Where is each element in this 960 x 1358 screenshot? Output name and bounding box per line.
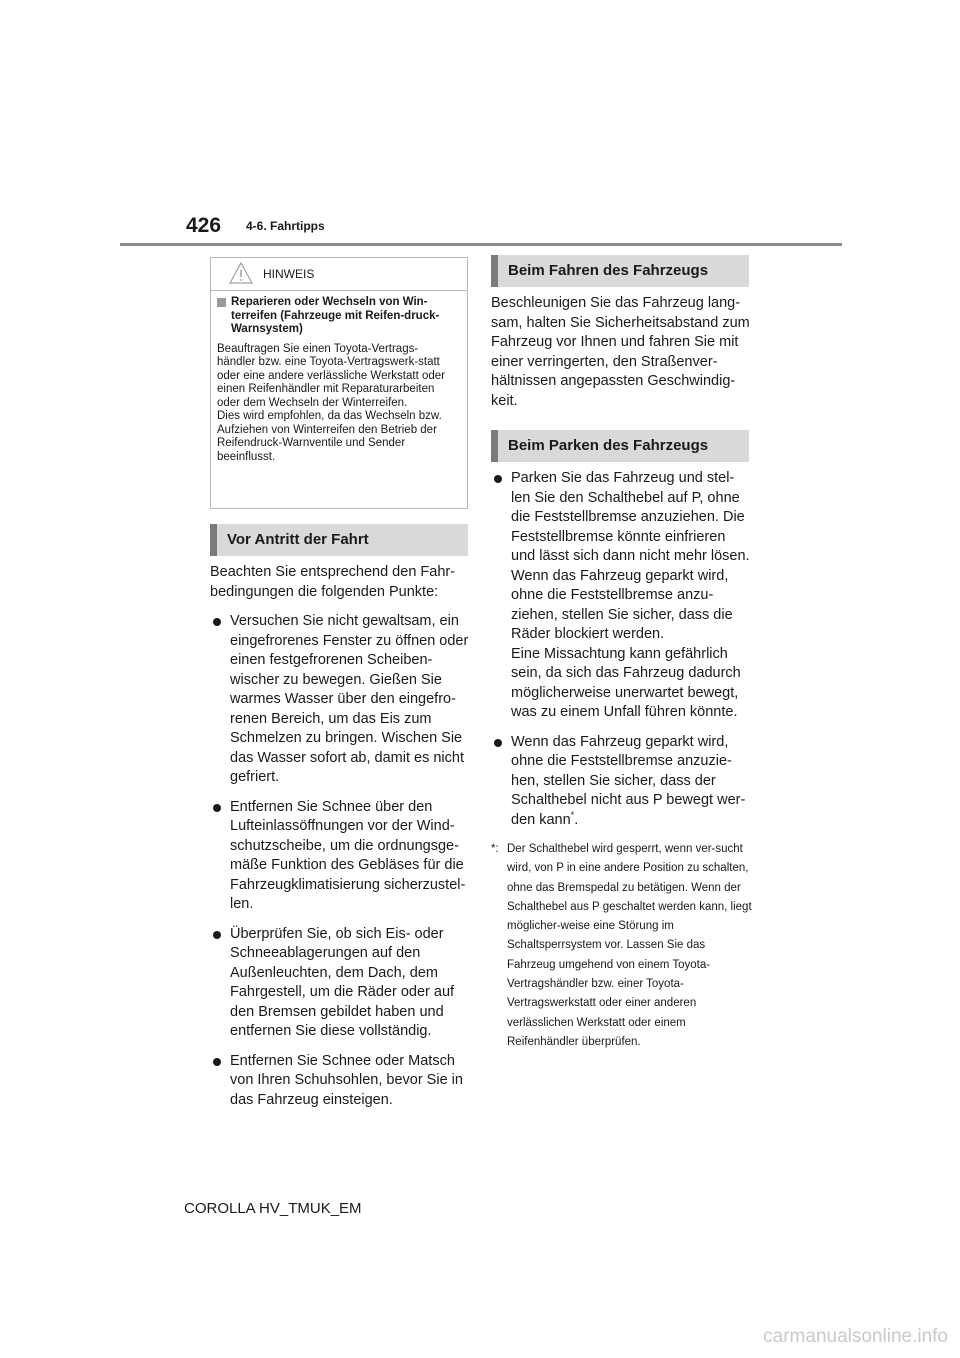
bullet-icon (213, 1058, 221, 1066)
list-item (210, 612, 470, 788)
bullet-icon (213, 931, 221, 939)
vor-antritt-intro: Beachten Sie entsprechend den Fahr-bedingungen die folgenden Punkte: (210, 564, 456, 600)
list-item-end: . (574, 811, 579, 828)
bullet-icon (213, 804, 221, 812)
footnote-reference: * (570, 809, 575, 820)
beim-fahren-content (491, 294, 753, 421)
square-bullet-icon (217, 298, 226, 307)
footnote-mark: *: (491, 843, 499, 855)
heading-beim-fahren: Beim Fahren des Fahrzeugs (491, 255, 749, 287)
beim-fahren-text: Beschleunigen Sie das Fahrzeug lang-sam, halten Sie Sicherheitsabstand zum Fahrzeug vor Ihnen und fahren Sie mit einer verringerten, den Straßenver-hältnissen angepassten Geschwindig-keit. (491, 295, 750, 409)
footer-model: COROLLA HV_TMUK_EM (184, 1200, 362, 1217)
list-item (210, 925, 470, 1042)
list-item-text (511, 733, 753, 831)
page-number: 426 (186, 214, 222, 237)
bullet-icon (494, 475, 502, 483)
list-item (210, 798, 470, 915)
notice-box (210, 257, 468, 509)
list-item-main-text: Wenn das Fahrzeug geparkt wird, ohne die Feststellbremse anzuzie-hen, stellen Sie sicher, dass der Schalthebel nicht aus P bewegt wer-den kann (511, 733, 746, 828)
list-item (210, 1052, 470, 1111)
heading-vor-antritt: Vor Antritt der Fahrt (210, 524, 468, 556)
list-item-text: Entfernen Sie Schnee über den Lufteinlassöffnungen vor der Wind-schutzscheibe, um die ordnungsge-mäße Funktion des Gebläses für die Fahrzeugklimatisierung sicherzustel-len. (230, 798, 466, 912)
notice-body (211, 291, 467, 464)
vor-antritt-content (210, 563, 470, 1120)
watermark: carmanualsonline.info (763, 1326, 948, 1347)
notice-paragraph: Dies wird empfohlen, da das Wechseln bzw. Aufziehen von Winterreifen den Betrieb der Reifendruck-Warnventile und Sender beeinflusst. (217, 410, 442, 463)
notice-header (211, 258, 467, 291)
heading-beim-parken: Beim Parken des Fahrzeugs (491, 430, 749, 462)
beim-parken-content (491, 469, 753, 1052)
list-item-paragraph: Parken Sie das Fahrzeug und stel-len Sie den Schalthebel auf P, ohne die Feststellbremse anzuziehen. Die Feststellbremse könnte einfrieren und lässt sich dann nicht mehr lösen. Wenn das Fahrzeug geparkt wird, ohne die Feststellbremse anzu-ziehen, stellen Sie sicher, dass die Räder blockiert werden. (511, 470, 750, 642)
notice-paragraph: Beauftragen Sie einen Toyota-Vertrags-händler bzw. eine Toyota-Vertragswerk-statt oder eine andere verlässliche Werkstatt oder einen Reifenhändler mit Reparaturarbeiten oder dem Wechseln der Winterreifen. (217, 342, 445, 409)
footnote-text: Der Schalthebel wird gesperrt, wenn ver-sucht wird, von P in eine andere Position zu schalten, ohne das Bremspedal zu betätigen. Wenn der Schalthebel aus P geschaltet werden kann, liegt möglicher-weise eine Störung im Schaltsperrsystem vor. Lassen Sie das Fahrzeug umgehend von einem Toyota-Vertragshändler bzw. einer Toyota-Vertragswerkstatt oder einer anderen verlässlichen Werkstatt oder einem Reifenhändler überprüfen. (507, 843, 752, 1048)
notice-title: HINWEIS (263, 267, 315, 281)
list-item-text: Versuchen Sie nicht gewaltsam, ein eingefrorenes Fenster zu öffnen oder einen festgefrorenen Scheiben-wischer zu bewegen. Gießen Sie warmes Wasser über den eingefro-renen Bereich, um das Eis zum Schmelzen zu bringen. Wischen Sie das Wasser sofort ab, damit es nicht gefriert. (230, 613, 469, 785)
list-item (491, 733, 753, 831)
notice-text (217, 343, 455, 465)
bullet-icon (494, 739, 502, 747)
notice-subtitle (217, 296, 455, 337)
footnote (491, 840, 753, 1052)
list-item (491, 469, 753, 723)
warning-icon (228, 261, 254, 285)
list-item-text (511, 469, 753, 723)
bullet-icon (213, 618, 221, 626)
notice-subtitle-text: Reparieren oder Wechseln von Win-terreifen (Fahrzeuge mit Reifen-druck-Warnsystem) (231, 296, 440, 335)
header-rule (120, 243, 842, 246)
list-item-text: Überprüfen Sie, ob sich Eis- oder Schneeablagerungen auf den Außenleuchten, dem Dach, dem Fahrgestell, um die Räder oder auf den Bremsen gebildet haben und entfernen Sie diese vollständig. (230, 925, 455, 1039)
list-item-text: Entfernen Sie Schnee oder Matsch von Ihren Schuhsohlen, bevor Sie in das Fahrzeug einsteigen. (230, 1052, 463, 1108)
list-item-paragraph: Eine Missachtung kann gefährlich sein, da sich das Fahrzeug dadurch möglicherweise unerwartet bewegt, was zu einem Unfall führen könnte. (511, 645, 741, 720)
section-label: 4-6. Fahrtipps (246, 219, 325, 233)
